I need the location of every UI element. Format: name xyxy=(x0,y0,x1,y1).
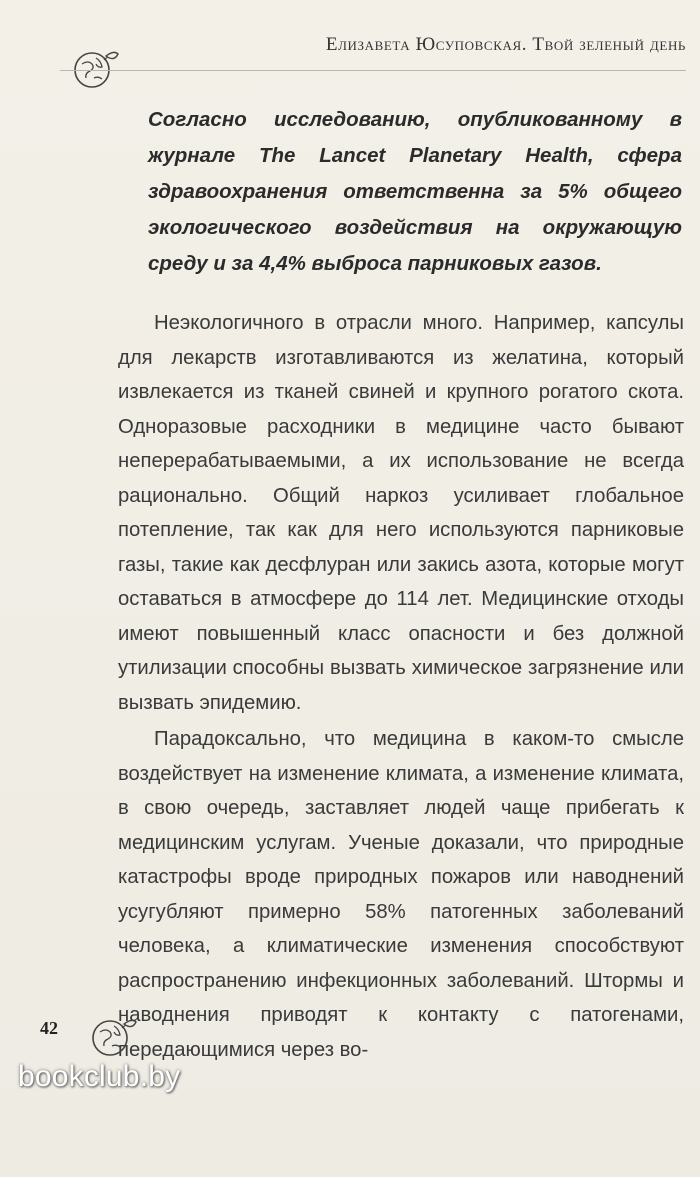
watermark: bookclub.by xyxy=(18,1060,181,1093)
paragraph: Парадоксально, что медицина в каком-то смысле воздействует на изменение климата, а изменение климата, в свою очередь, заставляет людей чаще прибегать к медицинским услугам. Ученые доказали, что природные катастрофы вроде природных пожаров или наводнений усугубляют примерно 58% патогенных заболеваний человека, а климатические изменения способствуют распространению инфекционных заболеваний. Штормы и наводнения приводят к контакту с патогенами, передающимися через во- xyxy=(118,728,684,1061)
globe-leaf-icon xyxy=(86,1010,138,1062)
paragraph: Неэкологичного в отрасли много. Например, капсулы для лекарств изготавливаются из желатина, который извлекается из тканей свиней и крупного рогатого скота. Одноразовые расходники в медицине часто бывают неперерабатываемыми, а их использование не всегда рационально. Общий наркоз усиливает глобальное потепление, так как для него используются парниковые газы, такие как десфлуран или закись азота, которые могут оставаться в атмосфере до 114 лет. Медицинские отходы имеют повышенный класс опасности и без должной утилизации способны вызвать химическое загрязнение или вызвать эпидемию. xyxy=(118,312,684,714)
callout-quote: Согласно исследованию, опубликованному в журнале The Lancet Planetary Health, сфера здравоохранения ответственна за 5% общего экологического воздействия на окружающую среду и за 4,4% выброса парниковых газов. xyxy=(148,108,682,275)
running-header xyxy=(60,28,686,71)
page-number: 42 xyxy=(40,1018,58,1038)
running-title: Елизавета Юсуповская. Твой зеленый день xyxy=(325,34,686,55)
body-text xyxy=(118,306,684,1067)
